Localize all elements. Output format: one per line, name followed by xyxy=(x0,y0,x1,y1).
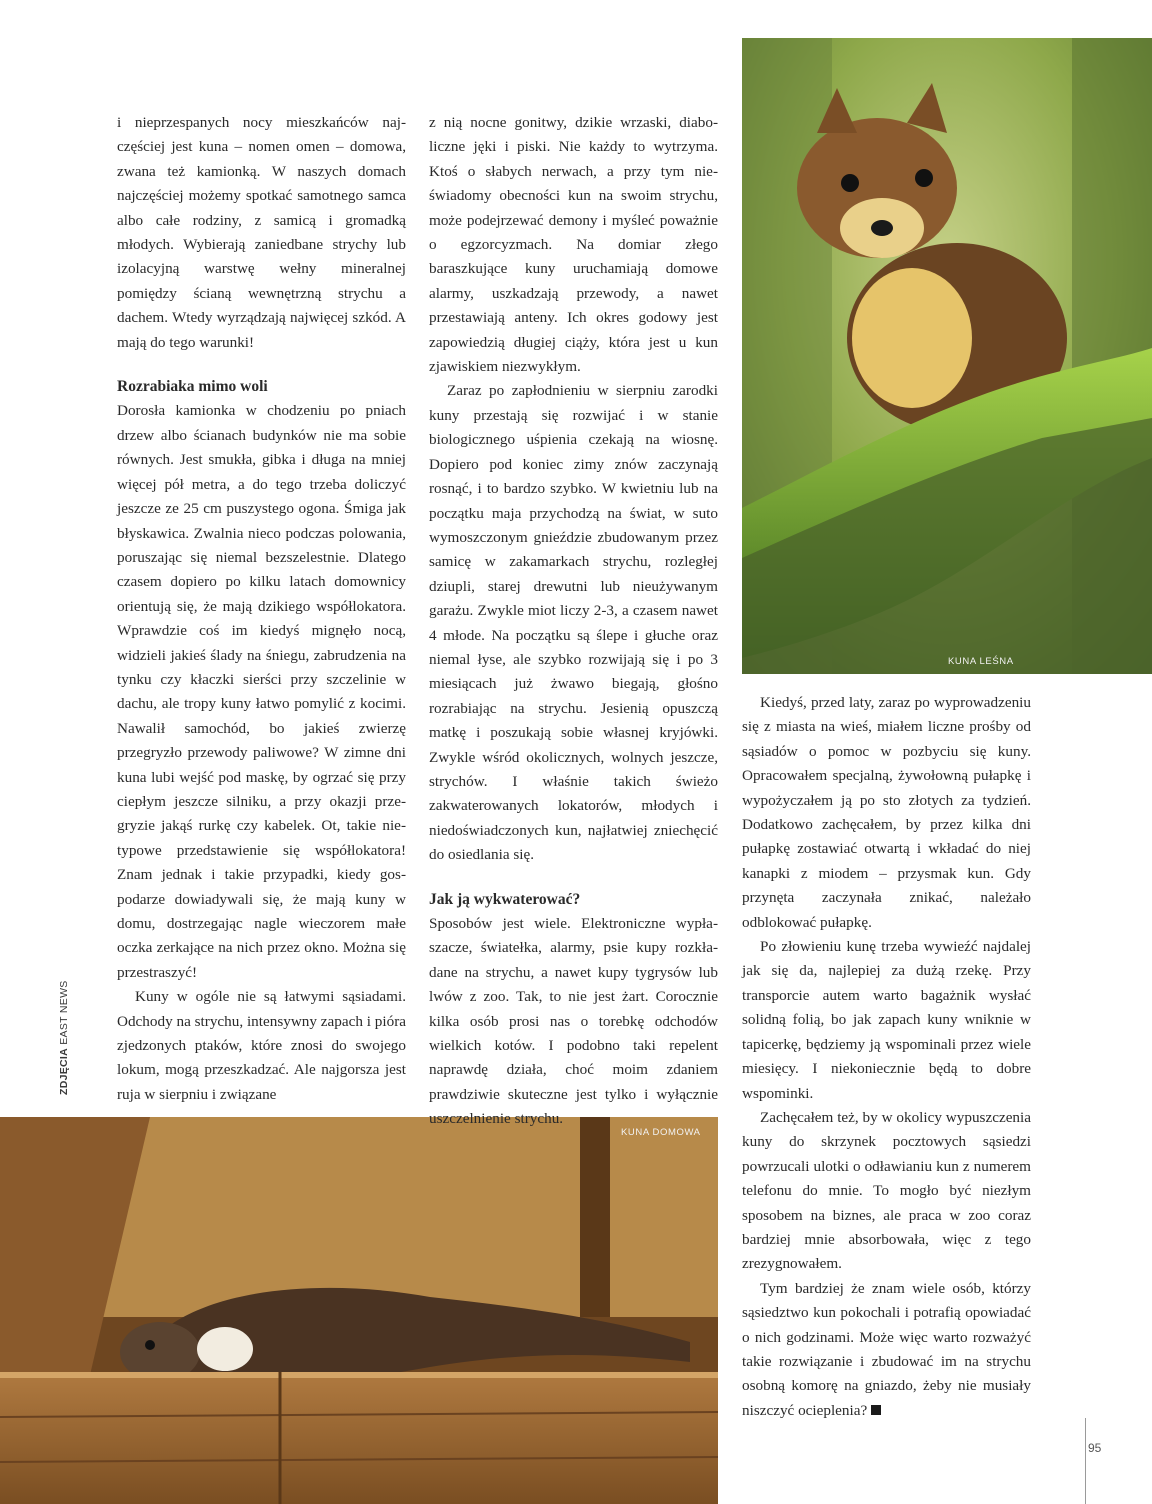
photo-credit xyxy=(58,980,70,1095)
pine-marten-illustration xyxy=(742,38,1152,674)
article-column-3 xyxy=(742,691,1031,1423)
photo-caption-top: KUNA LEŚNA xyxy=(948,656,1014,667)
paragraph: Zaraz po zapłodnieniu w sierpniu zarodki kuny przestają się rozwijać i w stanie biologicznego uśpienia czekają na wiosnę. Dopiero pod koniec zimy znów zaczynają rosnąć, i to bardzo szybko. W kwietniu lub na początku maja przychodzą na świat, w suto wymoszczonym gnieździe zbudowanym przez samicę w zakamarkach strychu, rozległej dziupli, starej drewutni lub nieużywanym garażu. Zwykle miot liczy 2-3, a czasem nawet 4 młode. Na początku są ślepe i głuche oraz niemal łyse, ale szybko rozwijają się i po 3 miesiącach już żwawo biegają, głośno rozrabiając na strychu. Jesienią opuszczą matkę i poszukają sobie własnej kryjówki. Zwykle wśród okolicznych, wolnych jeszcze, strychów. I właśnie takich świeżo zakwaterowanych lokatorów, młodych i niedoświadczonych kun, najłatwiej zniechęcić do osiedlania się. xyxy=(429,382,718,864)
paragraph: Sposobów jest wiele. Elektroniczne wypłaszacze, światełka, alarmy, psie kupy rozkładane na strychu, a nawet kupy tygrysów lub lwów z zoo. Tak, to nie jest żart. Corocznie kilka osób prosi nas o torebkę odchodów wielkich kotów. I podobno taki repelent naprawdę działa, choć moim zdaniem prawdziwie skuteczne jest tylko i wyłącznie uszczelnienie strychu. xyxy=(429,915,718,1128)
section-heading: Jak ją wykwaterować? xyxy=(429,890,581,908)
stone-marten-photo xyxy=(0,1117,718,1504)
paragraph: Kiedyś, przed laty, zaraz po wyprowadzeniu się z miasta na wieś, miałem liczne prośby od sąsiadów o pomoc w pozbyciu się kuny. Opracowałem specjalną, żywołowną pułapkę i wypożyczałem ją po sto złotych za tydzień. Dodatkowo zachęcałem, by przez kilka dni pułapkę zostawiać otwartą i wkładać do niej kanapki z miodem – przysmak kun. Gdy przynęta zaczynała znikać, należało odblokować pułapkę. xyxy=(742,694,1031,931)
article-column-2 xyxy=(429,111,718,1132)
section-heading: Rozrabiaka mimo woli xyxy=(117,378,268,396)
paragraph-last xyxy=(742,1277,1031,1423)
article-column-1 xyxy=(117,111,406,1107)
paragraph: i nieprzespanych nocy mieszkańców najczęściej jest kuna – nomen omen – domowa, zwana też kamionką. W naszych domach najczęściej możemy spotkać samotnego samca albo całe rodziny, z samicą i gromadką młodych. Wybierają zaniedbane strychy lub izolacyjną warstwę wełny mineralnej pomiędzy ścianą wewnętrzną strychu a dachem. Wtedy wyrządzają najwięcej szkód. A mają do tego warunki! xyxy=(117,114,406,351)
end-of-article-mark xyxy=(871,1405,881,1415)
paragraph: Zachęcałem też, by w okolicy wypuszczenia kuny do skrzynek pocztowych sąsiedzi powrzucali ulotki o odławianiu kun z numerem telefonu do mnie. To mogło być niezłym sposobem na biznes, ale praca w zoo coraz bardziej mnie absorbowała, więc z tego zrezygnowałem. xyxy=(742,1108,1031,1273)
page-number-rule xyxy=(1085,1418,1086,1504)
pine-marten-photo xyxy=(742,38,1152,674)
paragraph: z nią nocne gonitwy, dzikie wrzaski, diaboliczne jęki i piski. Nie każdy to wytrzyma. Ktoś o słabych nerwach, a przy tym nieświadomy obecności kun na swoim strychu, może podejrzewać demony i myśleć poważnie o egzorcyzmach. Na domiar złego baraszkujące kuny uruchamiają domowe alarmy, uszkadzają przewody, a nawet przestawiają anteny. Ich okres godowy jest zapowiedzią długiej ciąży, która jest u kun zjawiskiem niezwykłym. xyxy=(429,114,718,376)
paragraph: Po złowieniu kunę trzeba wywieźć najdalej jak się da, najlepiej za dużą rzekę. Przy transporcie autem warto bagażnik wysłać solidną folią, bo jak zapach kuny wniknie w tapicerkę, będziemy ją wspominali przez wiele miesięcy. I niekoniecznie będą to dobre wspominki. xyxy=(742,938,1031,1102)
credit-label: ZDJĘCIA xyxy=(58,1047,70,1095)
stone-marten-illustration xyxy=(0,1117,718,1504)
page-number: 95 xyxy=(1088,1441,1102,1455)
paragraph: Kuny w ogóle nie są łatwymi sąsiadami. Odchody na strychu, intensywny zapach i pióra zjedzonych ptaków, które znosi do swojego lokum, mogą przeszkadzać. Ale najgorsza jest ruja w sierpniu i związane xyxy=(117,988,406,1103)
photo-caption-bottom: KUNA DOMOWA xyxy=(621,1127,701,1138)
paragraph-text: Tym bardziej że znam wiele osób, którzy sąsiedztwo kun pokochali i potrafią opowiadać o nich godzinami. Może więc warto rozważyć takie rozwiązanie i zbudować im na strychu osobną komorę na gniazdo, żeby nie musiały niszczyć ocieplenia? xyxy=(742,1279,1031,1419)
credit-source: EAST NEWS xyxy=(58,980,70,1045)
paragraph: Dorosła kamionka w chodzeniu po pniach drzew albo ścianach budynków nie ma sobie równych. Jest smukła, gibka i długa na mniej więcej pół metra, a do tego trzeba doliczyć jeszcze ze 25 cm puszystego ogona. Śmiga jak błyskawica. Zwalnia nieco podczas polowania, poruszając się niemal bezszelestnie. Dlatego czasem dopiero po kilku latach domownicy orientują się, że mają dzikiego współlokatora. Wprawdzie coś im kiedyś mignęło nocą, widzieli jakieś ślady na śniegu, zabrudzenia na tynku czy kłaczki sierści przy szczelinie w dachu, ale tropy kuny łatwo pomylić z kocimi. Nawalił samochód, bo jakieś zwierzę przegryzło przewody paliwowe? W zimne dni kuna lubi wejść pod maskę, by ogrzać się przy ciepłym jeszcze silniku, a przy okazji przegryzie jakąś rurkę czy kabelek. Ot, takie nietypowe przedstawienie się współlokatora! Znam jednak i takie przypadki, kiedy gospodarze dowiadywali się, że mają kuny w domu, dostrzegając nagle wieczorem małe oczka zerkające na nich przez okno. Można się przestraszyć! xyxy=(117,402,406,981)
